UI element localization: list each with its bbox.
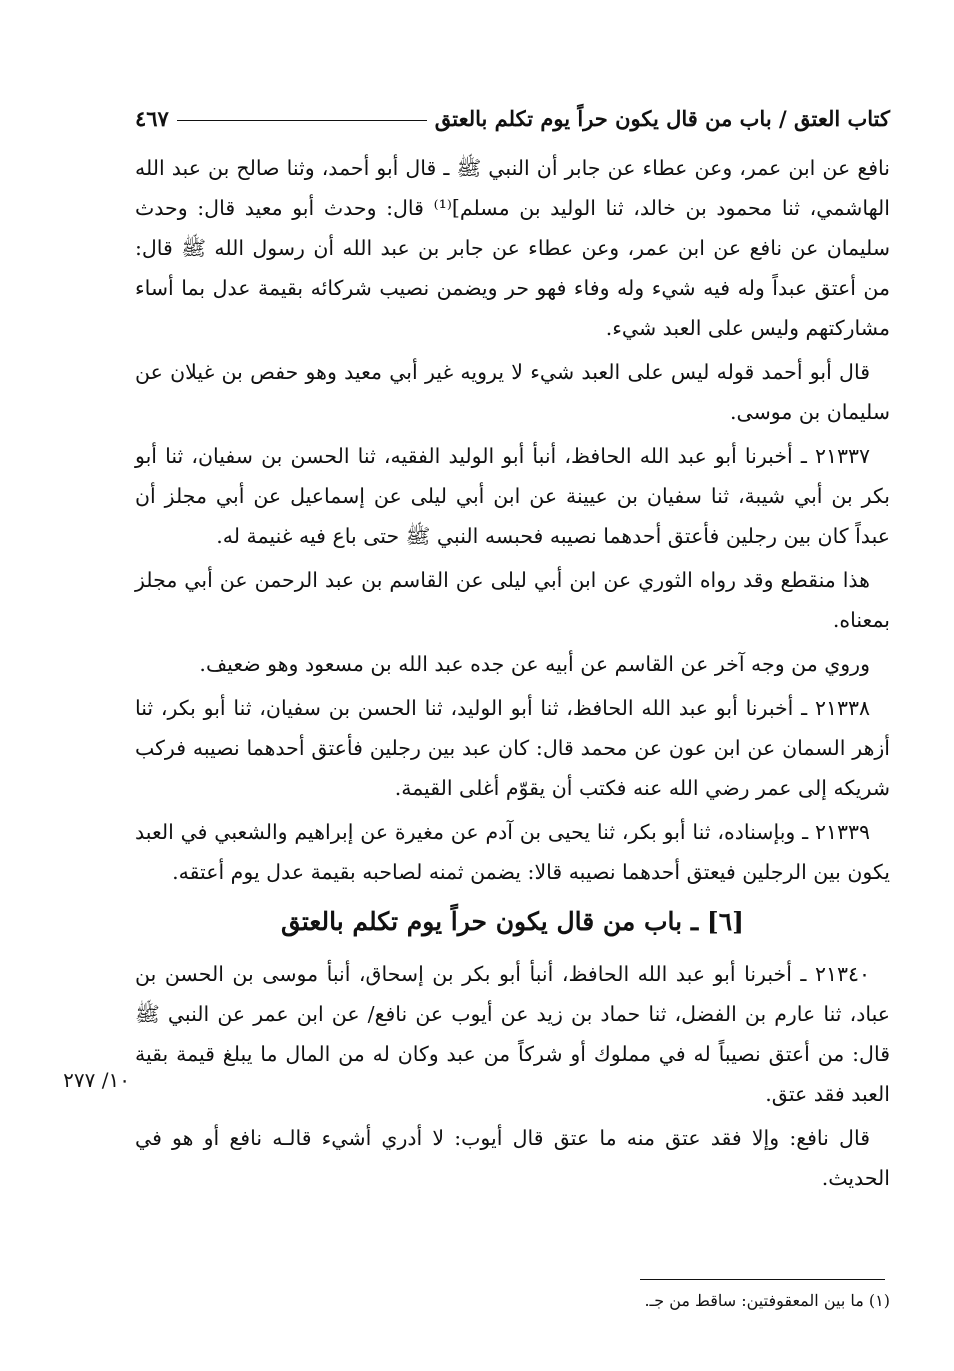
- paragraph: ٢١٣٤٠ ـ أخبرنا أبو عبد الله الحافظ، أنبأ أبو بكر بن إسحاق، أنبأ موسى بن الحسن بن عباد، ثنا عارم بن الفضل، ثنا حماد بن زيد عن أيوب عن نافع/ عن ابن عمر عن النبي ﷺ قال: من أعتق نصيباً له في مملوك أو شركاً من عبد وكان له من المال ما يبلغ قيمة بقية العبد فقد عتق.: [135, 962, 890, 1106]
- paragraph: ٢١٣٣٨ ـ أخبرنا أبو عبد الله الحافظ، ثنا أبو الوليد، ثنا الحسن بن سفيان، ثنا أبو بكر، ثنا أزهر السمان عن ابن عون عن محمد قال: كان عبد بين رجلين فأعتق أحدهما نصيبه فركب شريكه إلى عمر رضي الله عنه فكتب أن يقوّم أغلى القيمة.: [135, 696, 890, 800]
- section-heading: [٦] ـ باب من قال يكون حراً يوم تكلم بالعتق: [281, 907, 744, 936]
- running-header: [135, 100, 890, 136]
- paragraph: قال أبو أحمد قوله ليس على العبد شيء لا يرويه غير أبي معيد وهو حفص بن غيلان عن سليمان بن موسى.: [135, 360, 890, 424]
- paragraph: قال نافع: وإلا فقد عتق منه ما عتق قال أيوب: لا أدري أشيء قالـه نافع أو هو في الحديث.: [135, 1126, 890, 1190]
- main-text: [135, 148, 890, 1202]
- page-number: ٤٦٧: [135, 105, 169, 131]
- footnote: (١) ما بين المعقوفتين: ساقط من جـ.: [644, 1291, 890, 1310]
- paragraph: نافع عن ابن عمر، وعن عطاء عن جابر أن النبي ﷺ ـ قال أبو أحمد، وثنا صالح بن عبد الله الهاشمي، ثنا محمود بن خالد، ثنا الوليد بن مسلم]⁽¹⁾ قال: وحدث أبو معيد قال: وحدث سليمان عن نافع عن ابن عمر، وعن عطاء عن جابر بن عبد الله أن رسول الله ﷺ قال: من أعتق عبداً وله فيه شيء وله وفاء فهو حر ويضمن نصيب شركائه بقيمة عدل بما أساء مشاركتهم وليس على العبد شيء.: [135, 156, 890, 340]
- margin-reference: ١٠/ ٢٧٧: [63, 1068, 130, 1092]
- paragraph: ٢١٣٣٩ ـ وبإسناده، ثنا أبو بكر، ثنا يحيى بن آدم عن مغيرة عن إبراهيم والشعبي في العبد يكون بين الرجلين فيعتق أحدهما نصيبه قالا: يضمن ثمنه لصاحبه بقيمة عدل يوم أعتقه.: [135, 820, 890, 884]
- paragraph: هذا منقطع وقد رواه الثوري عن ابن أبي ليلى عن القاسم بن عبد الرحمن عن أبي مجلز بمعناه.: [135, 568, 890, 632]
- header-rule: [177, 120, 427, 121]
- paragraph: وروي من وجه آخر عن القاسم عن أبيه عن جده عبد الله بن مسعود وهو ضعيف.: [199, 652, 870, 676]
- paragraph: ٢١٣٣٧ ـ أخبرنا أبو عبد الله الحافظ، أنبأ أبو الوليد الفقيه، ثنا الحسن بن سفيان، ثنا أبو بكر بن أبي شيبة، ثنا سفيان بن عيينة عن ابن أبي ليلى عن إسماعيل عن أبي مجلز أن عبداً كان بين رجلين فأعتق أحدهما نصيبه فحبسه النبي ﷺ حتى باع فيه غنيمة له.: [135, 444, 890, 548]
- footnote-rule: [640, 1279, 885, 1280]
- header-title: كتاب العتق / باب من قال يكون حراً يوم تكلم بالعتق: [434, 105, 890, 131]
